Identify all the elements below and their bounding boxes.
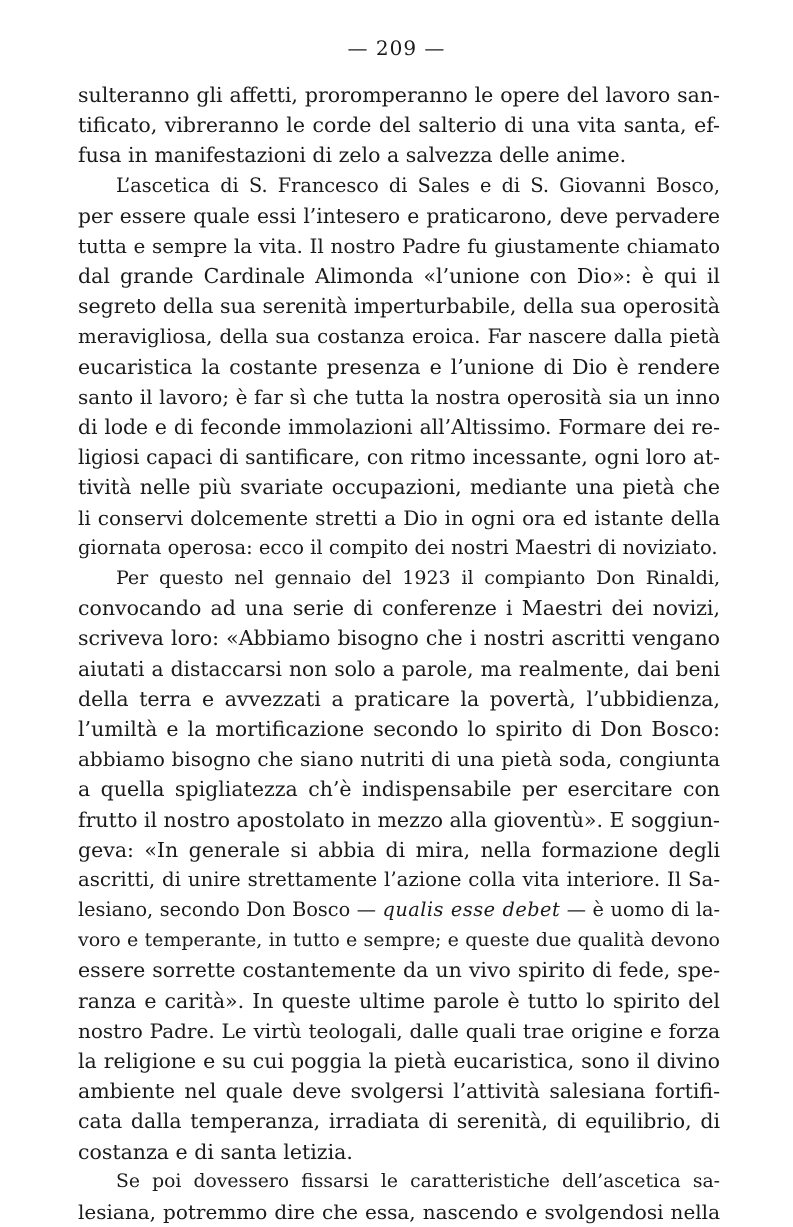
- text-line: tutta e sempre la vita. Il nostro Padre fu giustamente chiamato: [78, 233, 720, 258]
- paragraph-1: [78, 80, 720, 171]
- text-line: Per questo nel gennaio del 1923 il compianto Don Rinaldi,: [116, 567, 720, 589]
- text-line: scriveva loro: «Abbiamo bisogno che i nostri ascritti vengano: [78, 626, 720, 651]
- text-line: santo il lavoro; è far sì che tutta la nostra operosità sia un inno: [78, 384, 720, 409]
- text-line: L’ascetica di S. Francesco di Sales e di S. Giovanni Bosco,: [116, 173, 720, 197]
- text-line: eucaristica la costante presenza e l’unione di Dio è rendere: [78, 354, 720, 379]
- text-line: sulteranno gli affetti, proromperanno le opere del lavoro san-: [78, 83, 720, 107]
- text-line: Se poi dovessero fissarsi le caratteristiche dell’ascetica sa-: [116, 1170, 720, 1192]
- text-line: frutto il nostro apostolato in mezzo alla gioventù». E soggiun-: [78, 807, 720, 832]
- text-line: nostro Padre. Le virtù teologali, dalle quali trae origine e forza: [78, 1018, 720, 1043]
- text-line: costanza e di santa letizia.: [78, 1139, 353, 1164]
- paragraph-2: [78, 171, 720, 563]
- text-line: segreto della sua serenità imperturbabile, della sua operosità: [78, 294, 720, 319]
- text-line: fusa in manifestazioni di zelo a salvezza delle anime.: [78, 143, 627, 168]
- latin-phrase: qualis esse debet: [382, 898, 561, 922]
- text-line: aiutati a distaccarsi non solo a parole, ma realmente, dai beni: [78, 656, 720, 681]
- page-number: — 209 —: [347, 36, 446, 60]
- text-line: geva: «In generale si abbia di mira, nella formazione degli: [78, 837, 720, 862]
- text-line: convocando ad una serie di conferenze i Maestri dei novizi,: [78, 596, 720, 621]
- text-line: ambiente nel quale deve svolgersi l’attività salesiana fortifi-: [78, 1079, 720, 1104]
- text-line: tificato, vibreranno le corde del salterio di una vita santa, ef-: [78, 113, 720, 138]
- text-line: giornata operosa: ecco il compito dei nostri Maestri di noviziato.: [78, 535, 718, 559]
- text-line: cata dalla temperanza, irradiata di serenità, di equilibrio, di: [78, 1109, 720, 1134]
- text-line: di lode e di feconde immolazioni all’Altissimo. Formare dei re-: [78, 415, 720, 440]
- text-line: per essere quale essi l’intesero e praticarono, deve pervadere: [78, 203, 720, 228]
- paragraph-3: [78, 563, 720, 1167]
- text-line: lesiano, secondo Don Bosco — qualis esse debet — è uomo di la-: [78, 898, 720, 922]
- text-line: voro e temperante, in tutto e sempre; e queste due qualità devono: [78, 929, 720, 952]
- text-line: della terra e avvezzati a praticare la povertà, l’ubbidienza,: [78, 686, 720, 711]
- text-line: dal grande Cardinale Alimonda «l’unione con Dio»: è qui il: [78, 264, 720, 289]
- text-line: l’umiltà e la mortificazione secondo lo spirito di Don Bosco:: [78, 716, 720, 741]
- text-line: lesiana, potremmo dire che essa, nascendo e svolgendosi nella: [78, 1199, 720, 1224]
- text-line: ranza e carità». In queste ultime parole è tutto lo spirito del: [78, 988, 720, 1013]
- body-text: [78, 80, 720, 1227]
- text-line: abbiamo bisogno che siano nutriti di una pietà soda, congiunta: [78, 747, 720, 772]
- text-line: meravigliosa, della sua costanza eroica. Far nascere dalla pietà: [78, 324, 720, 348]
- text-line: li conservi dolcemente stretti a Dio in ogni ora ed istante della: [78, 505, 720, 530]
- paragraph-4: [78, 1167, 720, 1227]
- text-line: ligiosi capaci di santificare, con ritmo incessante, ogni loro at-: [78, 445, 720, 470]
- text-line: a quella spigliatezza ch’è indispensabile per esercitare con: [78, 777, 720, 802]
- text-line: tività nelle più svariate occupazioni, mediante una pietà che: [78, 475, 720, 500]
- text-line: ascritti, di unire strettamente l’azione colla vita interiore. Il Sa-: [78, 867, 720, 891]
- text-line: essere sorrette costantemente da un vivo spirito di fede, spe-: [78, 958, 720, 983]
- text-line: la religione e su cui poggia la pietà eucaristica, sono il divino: [78, 1049, 720, 1073]
